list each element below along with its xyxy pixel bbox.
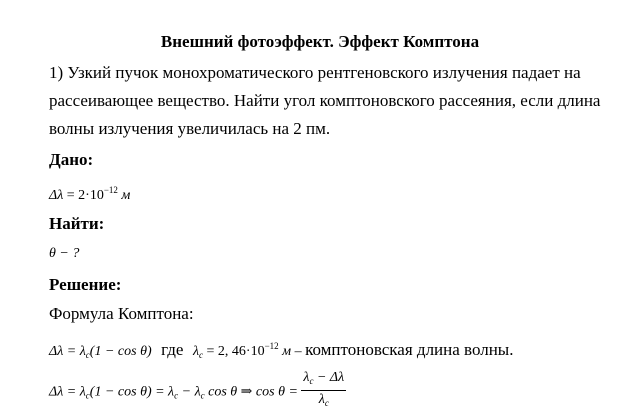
f2-c: − λ [178,384,201,400]
num-sub: c [309,376,314,386]
f1-lc: λ [192,344,200,359]
given-lhs: Δλ [49,188,64,203]
f2-a-sub: c [85,390,90,401]
problem-line-3: волны излучения увеличилась на 2 пм. [49,119,331,138]
f1-where: где [161,340,184,359]
f1-lc-unit: м – [278,344,302,359]
f1-lc-sub: c [199,350,204,360]
num-lambda: λ [303,370,310,385]
given-exp: −12 [103,185,118,195]
problem-line-1: 1) Узкий пучок монохроматического рентгеновского излучения падает на [49,63,581,82]
problem-line-2: рассеивающее вещество. Найти угол комптоновского рассеяния, если длина [49,91,601,110]
given-formula [49,181,130,205]
fraction-numerator [301,369,346,391]
given-eq: = 2·10 [63,188,104,203]
given-heading: Дано: [49,150,94,169]
f1-lc-exp: −12 [264,341,279,351]
fraction-denominator [301,391,346,412]
given-unit: м [117,188,131,203]
num-rest: − Δλ [313,370,345,385]
den-lambda: λ [318,392,325,407]
page-title: Внешний фотоэффект. Эффект Комптона [160,32,480,51]
den-sub: c [324,398,329,408]
find-formula: θ − ? [49,246,80,261]
f1-desc: комптоновская длина волны. [305,340,514,359]
find-heading: Найти: [49,214,105,233]
cos-fraction [301,369,346,412]
f2-b: (1 − cos θ) = λ [89,384,175,400]
formula-label: Формула Комптона: [49,304,194,323]
compton-formula [49,337,513,364]
f1-lhs: Δλ = λ [49,344,86,359]
derivation-formula [49,371,346,414]
solution-heading: Решение: [49,275,122,294]
f1-sub: c [85,350,90,360]
f2-d: cos θ ⇒ cos θ = [204,384,302,400]
f2-c-sub: c [200,390,205,401]
f1-rhs: (1 − cos θ) [89,344,152,359]
f2-b-sub: c [174,390,179,401]
f1-lc-val: = 2, 46·10 [203,344,265,359]
f2-a: Δλ = λ [49,384,86,400]
